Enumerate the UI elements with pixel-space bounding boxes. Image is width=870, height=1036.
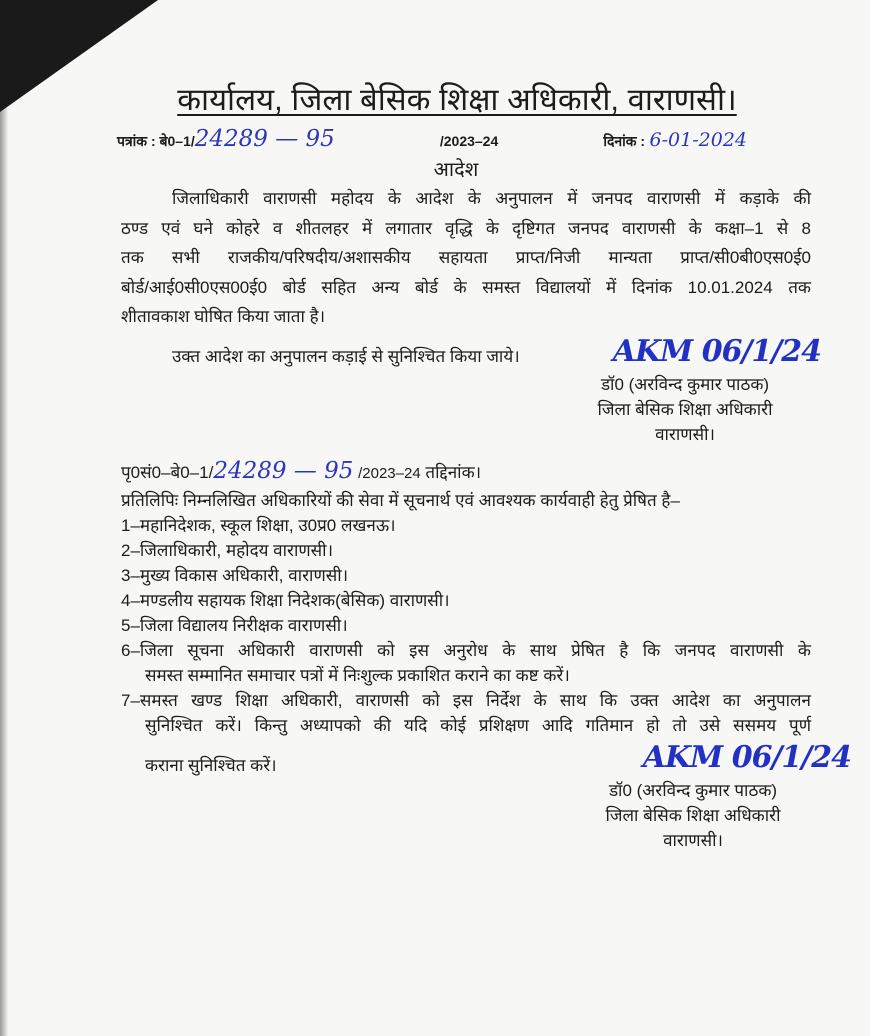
order-date [603,129,747,151]
copy-ref-label: पृ0सं0–बे0–1/ [121,462,214,482]
compliance-line: उक्त आदेश का अनुपालन कड़ाई से सुनिश्चित किया जाये। [172,347,520,367]
reference-number [117,126,335,152]
order-line: तक सभी राजकीय/परिषदीय/अशासकीय सहायता प्राप्त/निजी मान्यता प्राप्त/सी0बी0एस0ई0 [121,248,811,268]
copy-ref-date: तद्दिनांक। [425,462,482,482]
copy-item: सुनिश्चित करें। किन्तु अध्यापको की यदि कोई प्रशिक्षण आदि गतिमान हो तो उसे ससमय पूर्ण [145,715,811,735]
signer-place: वाराणसी। [655,424,715,444]
signer-name: डॉ0 (अरविन्द कुमार पाठक) [608,780,778,800]
ref-handwritten: 24289 — 95 [194,126,335,152]
order-line: ठण्ड एवं घने कोहरे व शीतलहर में लगातार वृद्धि के दृष्टिगत जनपद वाराणसी के कक्षा–1 से 8 [121,218,811,238]
office-title: कार्यालय, जिला बेसिक शिक्षा अधिकारी, वाराणसी। [177,82,737,117]
copy-ref-handwritten: 24289 — 95 [213,457,354,484]
signer-name: डॉ0 (अरविन्द कुमार पाठक) [600,374,770,394]
signature: AKM 06/1/24 [642,739,851,775]
copy-item: 7–समस्त खण्ड शिक्षा अधिकारी, वाराणसी को इस निर्देश के साथ कि उक्त आदेश का अनुपालन [121,690,811,710]
copy-item: 6–जिला सूचना अधिकारी वाराणसी को इस अनुरोध के साथ प्रेषित है कि जनपद वाराणसी के [121,640,811,660]
ref-label: पत्रांक : बे0–1/ [117,133,195,149]
copy-signature-row [121,738,851,778]
reference-row [117,126,747,152]
signer-block [578,778,808,853]
copy-item: 1–महानिदेशक, स्कूल शिक्षा, उ0प्र0 लखनऊ। [121,515,396,535]
signer-place: वाराणसी। [663,830,723,850]
ref-year: /2023–24 [439,133,499,149]
compliance-row [121,332,821,372]
signature: AKM 06/1/24 [612,333,821,369]
order-line: शीतावकाश घोषित किया जाता है। [121,307,326,327]
copy-reference [121,457,811,488]
copy-item: 3–मुख्य विकास अधिकारी, वाराणसी। [121,565,349,585]
copy-intro: प्रतिलिपिः निम्नलिखित अधिकारियों की सेवा में सूचनार्थ एवं आवश्यक कार्यवाही हेतु प्रेषित है– [121,490,680,510]
signer-designation: जिला बेसिक शिक्षा अधिकारी [597,399,773,419]
copy-item: 5–जिला विद्यालय निरीक्षक वाराणसी। [121,615,348,635]
signer-block [570,372,800,447]
signer-designation: जिला बेसिक शिक्षा अधिकारी [605,805,781,825]
copy-ref-year: /2023–24 [358,464,421,482]
order-line: जिलाधिकारी वाराणसी महोदय के आदेश के अनुपालन में जनपद वाराणसी में कड़ाके की [172,189,811,208]
date-label: दिनांक : [603,133,646,149]
order-line: बोर्ड/आई0सी0एस00ई0 बोर्ड सहित अन्य बोर्ड के समस्त विद्यालयों में दिनांक 10.01.2024 तक [121,277,811,297]
copy-item: समस्त सम्मानित समाचार पत्रों में निःशुल्क प्रकाशित कराने का कष्ट करें। [145,665,570,685]
copy-item: 2–जिलाधिकारी, महोदय वाराणसी। [121,540,334,560]
order-heading: आदेश [433,159,479,181]
date-handwritten: 6-01-2024 [649,129,747,151]
copy-item: कराना सुनिश्चित करें। [145,755,277,775]
copy-item: 4–मण्डलीय सहायक शिक्षा निदेशक(बेसिक) वाराणसी। [121,590,450,610]
